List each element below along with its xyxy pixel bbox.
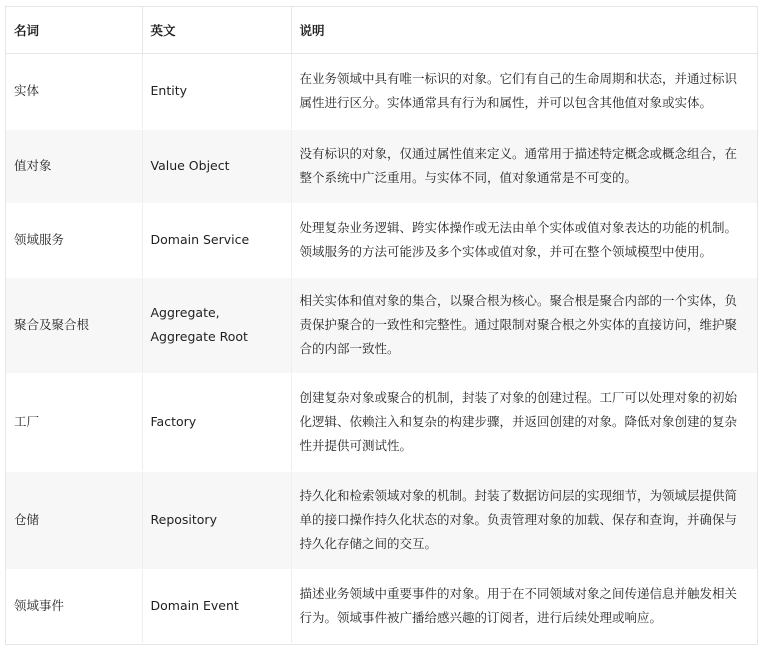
header-english: 英文 — [142, 7, 291, 54]
glossary-table — [6, 7, 757, 644]
term-cell: 领域服务 — [6, 204, 142, 278]
description-cell: 相关实体和值对象的集合，以聚合根为核心。聚合根是聚合内部的一个实体，负责保护聚合的一致性和完整性。通过限制对聚合根之外实体的直接访问，维护聚合的内部一致性。 — [291, 278, 757, 374]
table-row — [6, 570, 757, 644]
description-cell: 在业务领域中具有唯一标识的对象。它们有自己的生命周期和状态，并通过标识属性进行区分。实体通常具有行为和属性，并可以包含其他值对象或实体。 — [291, 54, 757, 130]
header-description: 说明 — [291, 7, 757, 54]
english-cell: Factory — [142, 374, 291, 472]
description-cell: 没有标识的对象，仅通过属性值来定义。通常用于描述特定概念或概念组合，在整个系统中广泛重用。与实体不同，值对象通常是不可变的。 — [291, 130, 757, 204]
term-cell: 仓储 — [6, 472, 142, 570]
description-cell: 创建复杂对象或聚合的机制，封装了对象的创建过程。工厂可以处理对象的初始化逻辑、依赖注入和复杂的构建步骤，并返回创建的对象。降低对象创建的复杂性并提供可测试性。 — [291, 374, 757, 472]
description-cell: 处理复杂业务逻辑、跨实体操作或无法由单个实体或值对象表达的功能的机制。领域服务的方法可能涉及多个实体或值对象，并可在整个领域模型中使用。 — [291, 204, 757, 278]
header-term: 名词 — [6, 7, 142, 54]
english-cell: Repository — [142, 472, 291, 570]
english-cell: Entity — [142, 54, 291, 130]
description-cell: 描述业务领域中重要事件的对象。用于在不同领域对象之间传递信息并触发相关行为。领域事件被广播给感兴趣的订阅者，进行后续处理或响应。 — [291, 570, 757, 644]
table-row — [6, 130, 757, 204]
term-cell: 聚合及聚合根 — [6, 278, 142, 374]
english-cell: Domain Service — [142, 204, 291, 278]
english-cell: Aggregate, Aggregate Root — [142, 278, 291, 374]
table-header-row — [6, 7, 757, 54]
description-cell: 持久化和检索领域对象的机制。封装了数据访问层的实现细节，为领域层提供简单的接口操作持久化状态的对象。负责管理对象的加载、保存和查询，并确保与持久化存储之间的交互。 — [291, 472, 757, 570]
table-row — [6, 278, 757, 374]
glossary-table-container — [5, 6, 758, 645]
table-row — [6, 472, 757, 570]
english-cell: Domain Event — [142, 570, 291, 644]
term-cell: 值对象 — [6, 130, 142, 204]
term-cell: 领域事件 — [6, 570, 142, 644]
table-row — [6, 374, 757, 472]
table-row — [6, 204, 757, 278]
term-cell: 实体 — [6, 54, 142, 130]
term-cell: 工厂 — [6, 374, 142, 472]
table-row — [6, 54, 757, 130]
english-cell: Value Object — [142, 130, 291, 204]
